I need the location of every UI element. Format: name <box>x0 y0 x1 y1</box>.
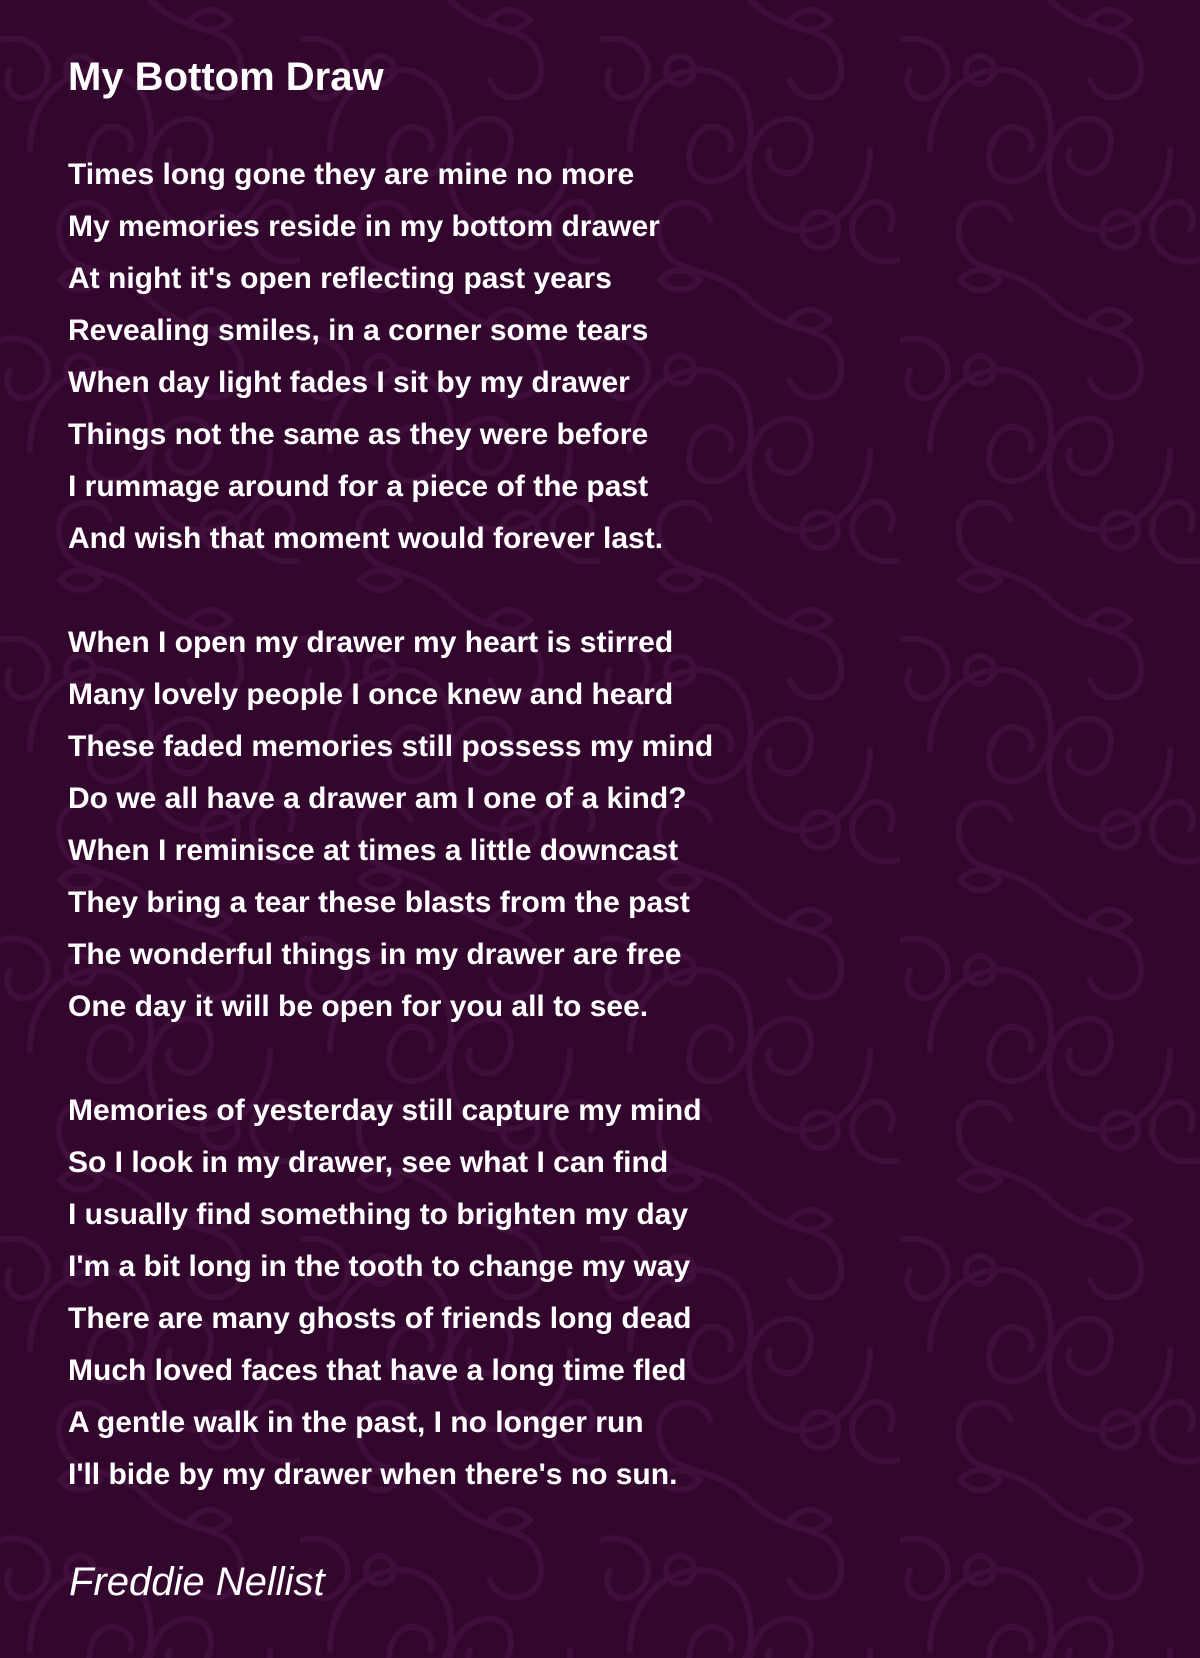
poem-line: I usually find something to brighten my day <box>68 1198 689 1231</box>
poem-line: The wonderful things in my drawer are free <box>68 938 682 971</box>
poem-line: Times long gone they are mine no more <box>68 158 635 191</box>
poem-line: There are many ghosts of friends long dead <box>68 1302 692 1335</box>
poem-title: My Bottom Draw <box>68 55 384 99</box>
stanza-2 <box>68 617 1148 1033</box>
poem-line: Much loved faces that have a long time fled <box>68 1354 687 1387</box>
poem-line: When I open my drawer my heart is stirred <box>68 626 674 659</box>
poem-line: When day light fades I sit by my drawer <box>68 366 630 399</box>
poem-body <box>68 149 1148 1553</box>
poem-line: Revealing smiles, in a corner some tears <box>68 314 649 347</box>
poem-line: One day it will be open for you all to see. <box>68 990 649 1023</box>
poem-line: These faded memories still possess my mind <box>68 730 714 763</box>
poem-line: I'll bide by my drawer when there's no sun. <box>68 1458 678 1491</box>
poem-line: Memories of yesterday still capture my mind <box>68 1094 702 1127</box>
poem-line: I'm a bit long in the tooth to change my way <box>68 1250 691 1283</box>
poem-line: Many lovely people I once knew and heard <box>68 678 674 711</box>
poem-line: My memories reside in my bottom drawer <box>68 210 660 243</box>
poem-line: When I reminisce at times a little downcast <box>68 834 679 867</box>
poem-line: Things not the same as they were before <box>68 418 649 451</box>
poem-line: At night it's open reflecting past years <box>68 262 612 295</box>
poem-line: So I look in my drawer, see what I can find <box>68 1146 669 1179</box>
stanza-1 <box>68 149 1148 565</box>
poem-line: I rummage around for a piece of the past <box>68 470 649 503</box>
poem-line: They bring a tear these blasts from the past <box>68 886 690 919</box>
stanza-3 <box>68 1085 1148 1501</box>
poem-author: Freddie Nellist <box>69 1560 325 1604</box>
poem-line: And wish that moment would forever last. <box>68 522 664 555</box>
poem-line: Do we all have a drawer am I one of a kind? <box>68 782 687 815</box>
poem-line: A gentle walk in the past, I no longer run <box>68 1406 644 1439</box>
